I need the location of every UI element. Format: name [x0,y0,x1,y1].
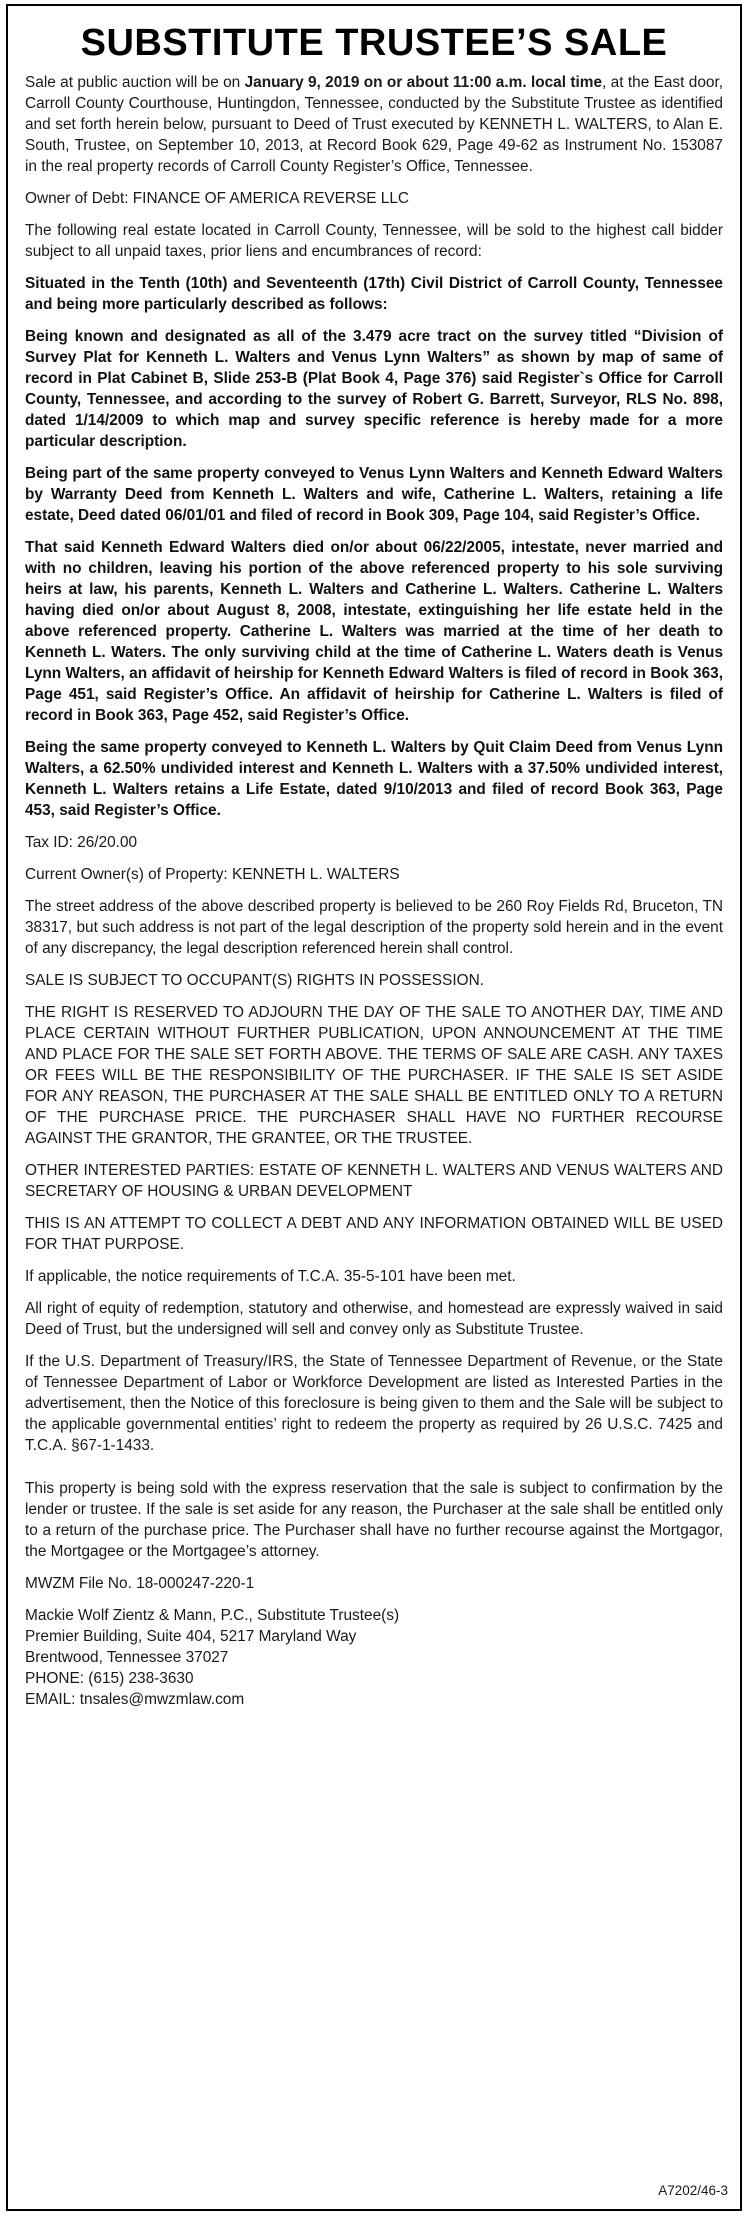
file-number: MWZM File No. 18-000247-220-1 [25,1575,255,1592]
street-address-paragraph: The street address of the above described property is believed to be 260 Roy Fields Rd, Bruceton, TN 38317, but such address is not part of the legal description of the property sold herein and in the event of any discrepancy, the legal description referenced herein shall control. [25,898,723,957]
address-line-2: Brentwood, Tennessee 37027 [25,1649,229,1666]
reserved-right-paragraph: THE RIGHT IS RESERVED TO ADJOURN THE DAY OF THE SALE TO ANOTHER DAY, TIME AND PLACE CERTAIN WITHOUT FURTHER PUBLICATION, UPON ANNOUNCEMENT AT THE TIME AND PLACE FOR THE SALE SET FORTH ABOVE. THE TERMS OF SALE ARE CASH. ANY TAXES OR FEES WILL BE THE RESPONSIBILITY OF THE PURCHASER. IF THE SALE IS SET ASIDE FOR ANY REASON, THE PURCHASER AT THE SALE SHALL BE ENTITLED ONLY TO A RETURN OF THE PURCHASE PRICE. THE PURCHASER SHALL HAVE NO FURTHER RECOURSE AGAINST THE GRANTOR, THE GRANTEE, OR THE TRUSTEE. [25,1004,723,1147]
phone-number: PHONE: (615) 238-3630 [25,1670,194,1687]
owner-of-debt: Owner of Debt: FINANCE OF AMERICA REVERSE LLC [25,190,410,207]
reservation-paragraph: This property is being sold with the express reservation that the sale is subject to confirmation by the lender or trustee. If the sale is set aside for any reason, the Purchaser at the sale shall be entitled only to a return of the purchase price. The Purchaser shall have no further recourse against the Mortgagor, the Mortgagee or the Mortgagee’s attorney. [25,1480,723,1560]
firm-name: Mackie Wolf Zientz & Mann, P.C., Substitute Trustee(s) [25,1607,400,1624]
tax-id: Tax ID: 26/20.00 [25,834,138,851]
notice-title: SUBSTITUTE TRUSTEE’S SALE [80,22,668,64]
legal-description-quit-claim: Being the same property conveyed to Kenneth L. Walters by Quit Claim Deed from Venus Lynn Walters, a 62.50% undivided interest and Kenneth L. Walters with a 37.50% undivided interest, Kenneth L. Walters retains a Life Estate, dated 9/10/2013 and filed of record Book 363, Page 453, said Register’s Office. [25,739,723,819]
intro-text-start: Sale at public auction will be on [25,74,245,91]
legal-description-heirship: That said Kenneth Edward Walters died on/or about 06/22/2005, intestate, never married and with no children, leaving his portion of the above referenced property to his sole surviving heirs at law, his parents, Kenneth L. Walters and Catherine L. Walters. Catherine L. Walters having died on/or about August 8, 2008, intestate, extinguishing her life estate held in the above referenced property. Catherine L. Walters was married at the time of her death to Kenneth L. Waters. The only surviving child at the time of Catherine L. Waters death is Venus Lynn Walters, an affidavit of heirship for Kenneth Edward Walters is filed of record in Book 363, Page 451, said Register’s Office. An affidavit of heirship for Catherine L. Walters is filed of record in Book 363, Page 452, said Register’s Office. [25,539,723,724]
legal-description-tract: Being known and designated as all of the 3.479 acre tract on the survey titled “Division of Survey Plat for Kenneth L. Walters and Venus Lynn Walters” as shown by map of same of record in Plat Cabinet B, Slide 253-B (Plat Book 4, Page 376) said Register`s Office for Carroll County, Tennessee, and according to the survey of Robert G. Barrett, Surveyor, RLS No. 898, dated 1/14/2009 to which map and survey specific reference is hereby made for a more particular description. [25,328,723,450]
ad-reference-code: A7202/46-3 [658,2183,728,2198]
email-address: EMAIL: tnsales@mwzmlaw.com [25,1691,245,1708]
tca-notice: If applicable, the notice requirements of T.C.A. 35-5-101 have been met. [25,1268,516,1285]
sale-intro-paragraph [25,72,723,177]
legal-description-prior-deed: Being part of the same property conveyed to Venus Lynn Walters and Kenneth Edward Walters by Warranty Deed from Kenneth L. Walters and wife, Catherine L. Walters, retaining a life estate, Deed dated 06/01/01 and filed of record in Book 309, Page 104, said Register’s Office. [25,465,723,524]
current-owner: Current Owner(s) of Property: KENNETH L. WALTERS [25,866,400,883]
trustee-sale-notice [6,4,742,2211]
trustee-contact-block [25,1605,723,1710]
interested-parties: OTHER INTERESTED PARTIES: ESTATE OF KENNETH L. WALTERS AND VENUS WALTERS AND SECRETARY OF HOUSING & URBAN DEVELOPMENT [25,1162,723,1200]
real-estate-intro: The following real estate located in Carroll County, Tennessee, will be sold to the highest call bidder subject to all unpaid taxes, prior liens and encumbrances of record: [25,222,723,260]
intro-text-rest: , at the East door, Carroll County Courthouse, Huntingdon, Tennessee, conducted by the Substitute Trustee as identified and set forth herein below, pursuant to Deed of Trust executed by KENNETH L. WALTERS, to Alan E. South, Trustee, on September 10, 2013, at Record Book 629, Page 49-62 as Instrument No. 153087 in the real property records of Carroll County Register’s Office, Tennessee. [25,74,723,175]
equity-waiver: All right of equity of redemption, statutory and otherwise, and homestead are expressly waived in said Deed of Trust, but the undersigned will sell and convey only as Substitute Trustee. [25,1300,723,1338]
address-line-1: Premier Building, Suite 404, 5217 Maryland Way [25,1628,357,1645]
legal-description-district: Situated in the Tenth (10th) and Seventeenth (17th) Civil District of Carroll County, Tennessee and being more particularly described as follows: [25,275,723,313]
debt-collection-notice: THIS IS AN ATTEMPT TO COLLECT A DEBT AND ANY INFORMATION OBTAINED WILL BE USED FOR THAT PURPOSE. [25,1215,723,1253]
occupants-rights: SALE IS SUBJECT TO OCCUPANT(S) RIGHTS IN POSSESSION. [25,972,484,989]
government-parties-paragraph: If the U.S. Department of Treasury/IRS, the State of Tennessee Department of Revenue, or the State of Tennessee Department of Labor or Workforce Development are listed as Interested Parties in the advertisement, then the Notice of this foreclosure is being given to them and the Sale will be subject to the applicable governmental entities’ right to redeem the property as required by 26 U.S.C. 7425 and T.C.A. §67-1-1433. [25,1353,723,1454]
sale-date: January 9, 2019 on or about 11:00 a.m. local time [244,74,603,91]
